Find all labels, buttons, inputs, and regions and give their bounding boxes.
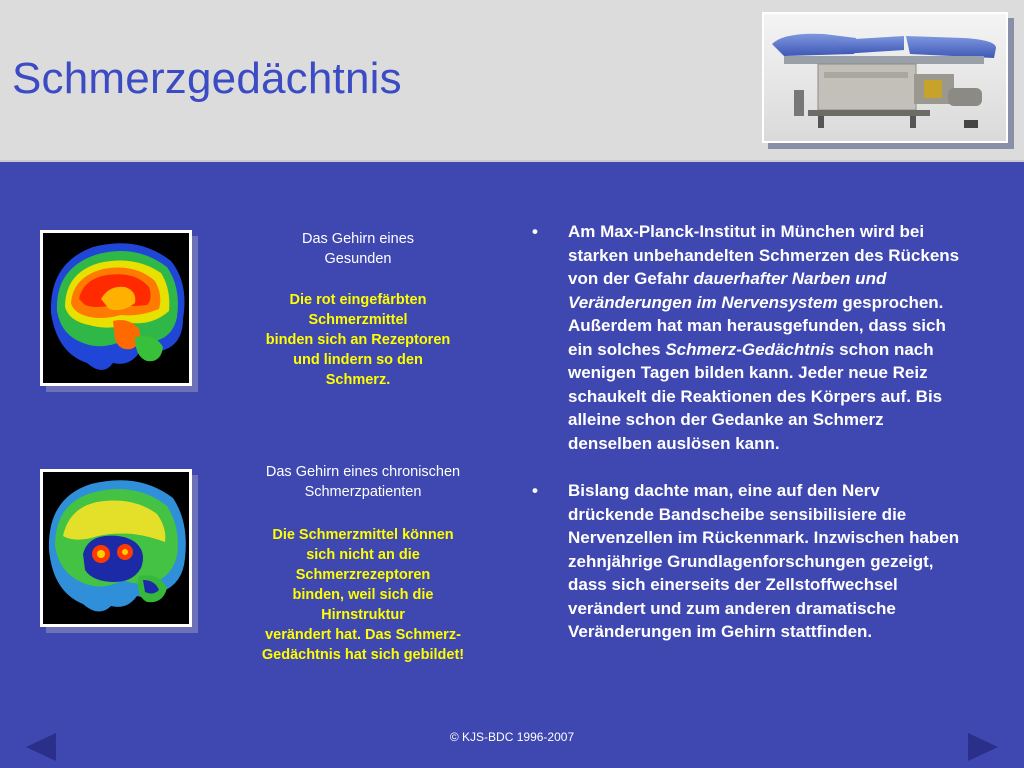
chronic-note-line: binden, weil sich die: [292, 587, 434, 603]
bullet-emphasis: dauerhafter Narben und Veränderungen im Nervensystem: [568, 269, 887, 312]
bullet-text: gesprochen. Außerdem hat man herausgefunden, dass sich ein solches: [568, 292, 946, 359]
healthy-caption-line: Gesunden: [324, 251, 392, 267]
chronic-caption-line: Schmerzpatienten: [304, 484, 422, 500]
healthy-brain-note: [232, 290, 484, 390]
treatment-table-photo: [762, 12, 1008, 143]
bullet-dot: •: [532, 481, 538, 500]
copyright-footer: © KJS-BDC 1996-2007: [449, 730, 575, 744]
healthy-brain-scan: [40, 230, 192, 386]
chronic-brain-note: [232, 525, 494, 665]
healthy-note-line: binden sich an Rezeptoren: [265, 332, 451, 348]
healthy-note-line: Die rot eingefärbten: [289, 292, 427, 308]
next-slide-button[interactable]: [968, 733, 998, 761]
header-bar: [0, 0, 1024, 162]
chronic-note-line: Schmerzrezeptoren: [295, 567, 431, 583]
bullet-text: Bislang dachte man, eine auf den Nerv drückende Bandscheibe sensibilisiere die Nervenzellen im Rückenmark. Inzwischen haben zehnjährige Grundlagenforschungen gezeigt, dass sich einerseits der Zellstoffwechsel verändert und zum anderen dramatische Veränderungen im Gehirn stattfinden.: [568, 481, 960, 641]
chronic-caption-line: Das Gehirn eines chronischen: [265, 464, 461, 480]
bullet-list: [530, 220, 970, 644]
bullet-item-bandscheibe: [530, 479, 970, 644]
healthy-note-line: Schmerzmittel: [308, 312, 408, 328]
chronic-brain-scan: [40, 469, 192, 627]
bullet-text: Am Max-Planck-Institut in München wird bei starken unbehandelten Schmerzen des Rückens von der Gefahr: [568, 222, 960, 288]
healthy-brain-caption: [232, 229, 484, 269]
chronic-brain-caption: [232, 462, 494, 502]
previous-slide-button[interactable]: [26, 733, 56, 761]
chronic-note-line: Hirnstruktur: [321, 607, 405, 623]
chronic-brain-scan-image: [43, 472, 189, 624]
bullet-dot: •: [532, 222, 538, 241]
chronic-note-line: Gedächtnis hat sich gebildet!: [261, 647, 465, 663]
healthy-caption-line: Das Gehirn eines: [301, 231, 415, 247]
chronic-note-line: Die Schmerzmittel können: [272, 527, 454, 543]
bullet-text: schon nach wenigen Tagen bilden kann. Jeder neue Reiz schaukelt die Reaktionen des Körpers auf. Bis alleine schon der Gedanke an Schmerz denselben auslösen kann.: [568, 339, 943, 453]
healthy-note-line: und lindern so den: [293, 352, 423, 368]
chronic-note-line: verändert hat. Das Schmerz-: [265, 627, 461, 643]
treatment-table-image: [764, 14, 1008, 143]
bullet-item-max-planck: [530, 220, 970, 455]
healthy-brain-scan-image: [43, 233, 189, 383]
bullet-emphasis: Schmerz-Gedächtnis: [665, 339, 835, 359]
chronic-note-line: sich nicht an die: [306, 547, 420, 563]
page-title: Schmerzgedächtnis: [12, 54, 402, 103]
healthy-note-line: Schmerz.: [325, 372, 391, 388]
